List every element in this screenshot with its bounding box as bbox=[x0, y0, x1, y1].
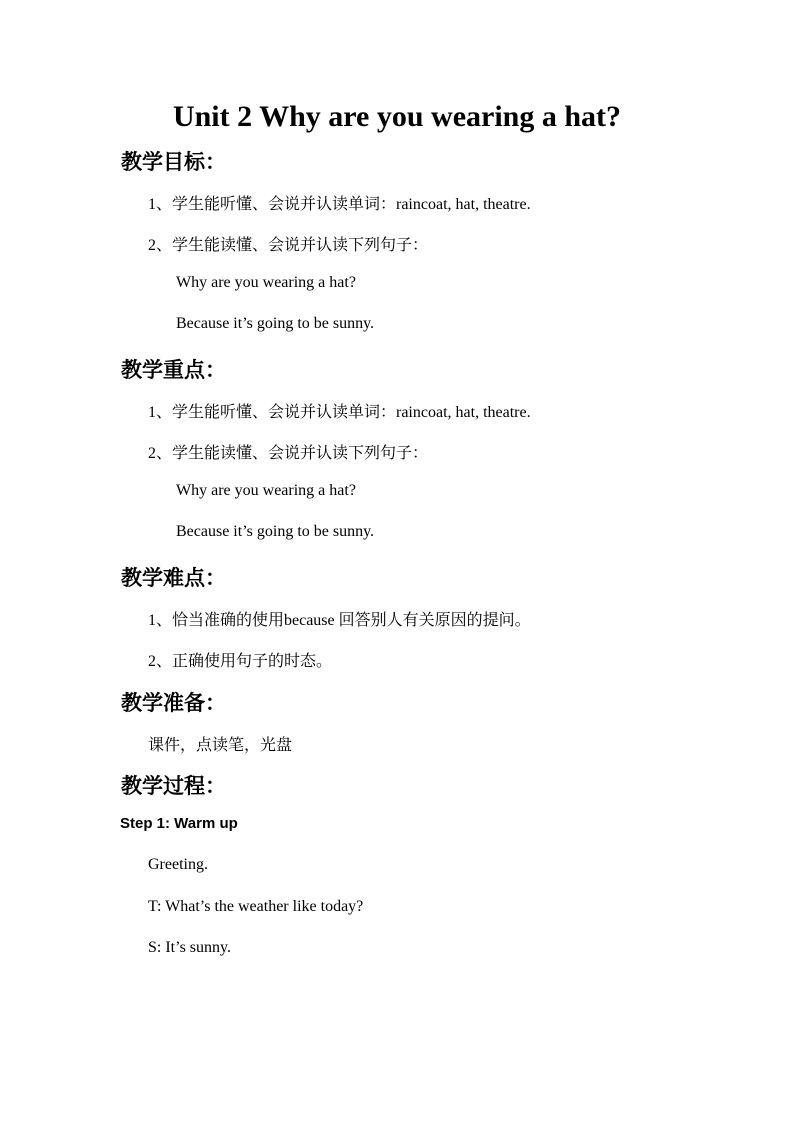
objectives-item-1: 1、学生能听懂、会说并认读单词：raincoat, hat, theatre. bbox=[148, 196, 531, 213]
key-points-sentence-2: Because it’s going to be sunny. bbox=[176, 523, 375, 540]
process-heading: 教学过程： bbox=[121, 774, 226, 798]
key-points-sentence-1: Why are you wearing a hat? bbox=[176, 482, 356, 499]
process-line-student: S: It’s sunny. bbox=[148, 939, 231, 956]
key-points-heading: 教学重点： bbox=[121, 358, 226, 382]
process-line-teacher: T: What’s the weather like today? bbox=[148, 898, 364, 915]
difficulties-item-2: 2、正确使用句子的时态。 bbox=[148, 653, 333, 670]
page-title: Unit 2 Why are you wearing a hat? bbox=[172, 100, 622, 133]
objectives-sentence-2: Because it’s going to be sunny. bbox=[176, 315, 375, 332]
process-line-greeting: Greeting. bbox=[148, 856, 208, 873]
objectives-item-2: 2、学生能读懂、会说并认读下列句子： bbox=[148, 237, 429, 254]
objectives-heading: 教学目标： bbox=[121, 150, 226, 174]
preparation-heading: 教学准备： bbox=[121, 691, 226, 715]
key-points-item-1: 1、学生能听懂、会说并认读单词：raincoat, hat, theatre. bbox=[148, 404, 531, 421]
difficulties-item-1: 1、恰当准确的使用because 回答别人有关原因的提问。 bbox=[148, 612, 531, 629]
step-1-heading: Step 1: Warm up bbox=[120, 815, 238, 832]
key-points-item-2: 2、学生能读懂、会说并认读下列句子： bbox=[148, 445, 429, 462]
objectives-sentence-1: Why are you wearing a hat? bbox=[176, 274, 356, 291]
difficulties-heading: 教学难点： bbox=[121, 566, 226, 590]
preparation-materials: 课件，点读笔，光盘 bbox=[148, 737, 293, 754]
